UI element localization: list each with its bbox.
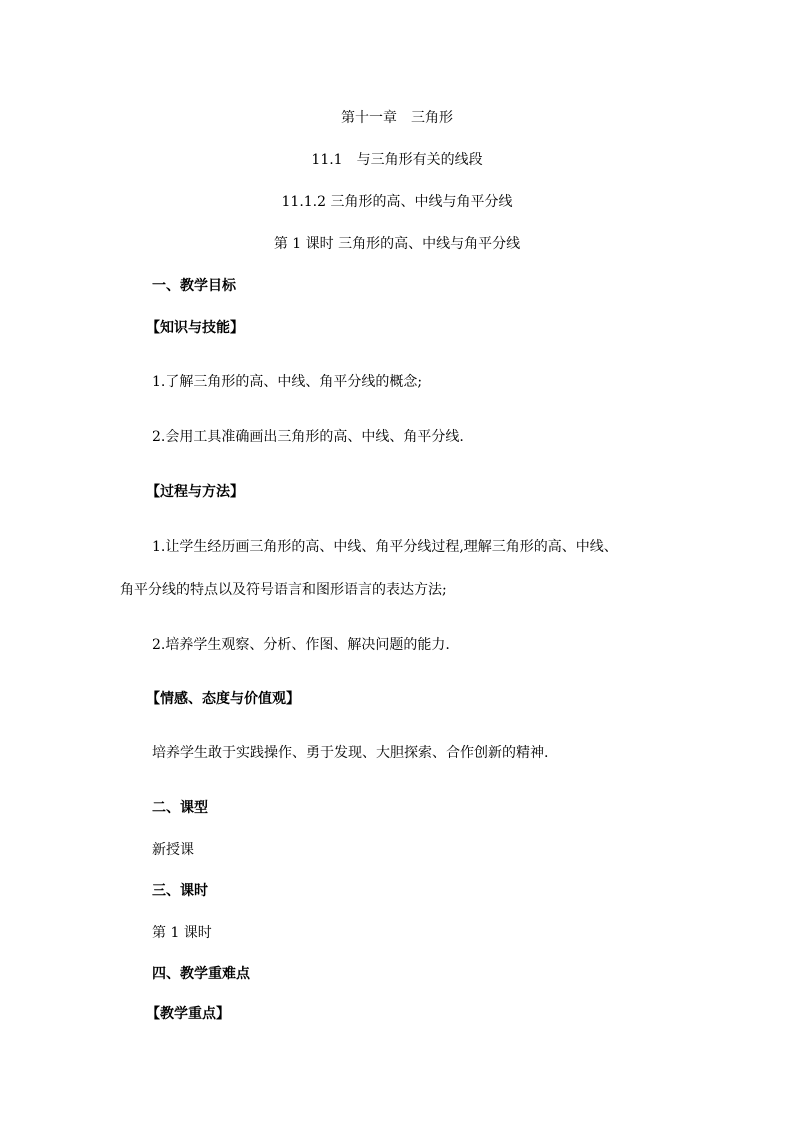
process-heading: 【过程与方法】	[146, 484, 244, 500]
section-title: 11.1 与三角形有关的线段	[311, 152, 483, 168]
key-sub-heading: 【教学重点】	[146, 1006, 230, 1022]
emotion-heading: 【情感、态度与价值观】	[146, 691, 300, 707]
process-item-1-line-1: 1.让学生经历画三角形的高、中线、角平分线过程,理解三角形的高、中线、	[152, 539, 618, 555]
knowledge-item-1: 1.了解三角形的高、中线、角平分线的概念;	[152, 374, 423, 390]
hours-heading: 三、课时	[152, 883, 208, 899]
key-heading: 四、教学重难点	[152, 966, 250, 982]
type-value: 新授课	[152, 842, 194, 858]
knowledge-heading: 【知识与技能】	[146, 320, 244, 336]
subsection-title: 11.1.2 三角形的高、中线与角平分线	[281, 194, 513, 210]
lesson-title: 第 1 课时 三角形的高、中线与角平分线	[273, 236, 521, 252]
goals-heading: 一、教学目标	[152, 278, 236, 294]
hours-value: 第 1 课时	[152, 925, 212, 941]
process-item-1-line-2: 角平分线的特点以及符号语言和图形语言的表达方法;	[120, 582, 447, 598]
type-heading: 二、课型	[152, 800, 208, 816]
knowledge-item-2: 2.会用工具准确画出三角形的高、中线、角平分线.	[152, 429, 464, 445]
process-item-2: 2.培养学生观察、分析、作图、解决问题的能力.	[152, 637, 450, 653]
chapter-title: 第十一章 三角形	[341, 110, 453, 126]
emotion-item-1: 培养学生敢于实践操作、勇于发现、大胆探索、合作创新的精神.	[152, 745, 549, 761]
